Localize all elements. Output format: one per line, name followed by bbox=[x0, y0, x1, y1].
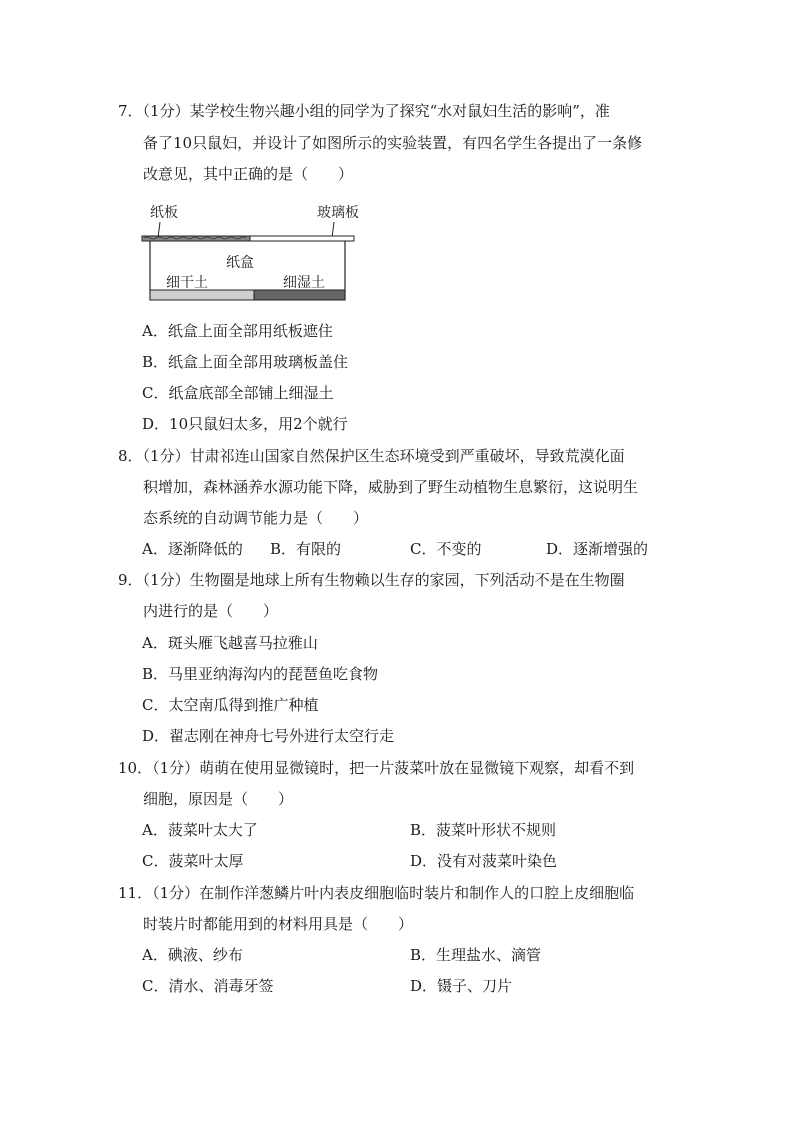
option-c: C．菠菜叶太厚 bbox=[142, 852, 244, 870]
option-d: D．10只鼠妇太多，用2个就行 bbox=[142, 415, 348, 433]
label-wet-soil: 细湿土 bbox=[283, 275, 325, 291]
question-text-line: 7．（1分）某学校生物兴趣小组的同学为了探究“水对鼠妇生活的影响”，准 bbox=[118, 102, 610, 120]
label-paper-box: 纸盒 bbox=[226, 255, 254, 271]
option-b: B．菠菜叶形状不规则 bbox=[410, 821, 557, 839]
option-a: A．逐渐降低的 bbox=[142, 540, 243, 558]
label-dry-soil: 细干土 bbox=[166, 275, 208, 291]
label-paper-board: 纸板 bbox=[150, 205, 178, 221]
option-b: B．马里亚纳海沟内的琵琶鱼吃食物 bbox=[142, 665, 379, 683]
question-text-line: 改意见，其中正确的是（ ） bbox=[143, 165, 354, 183]
question-text-line: 积增加，森林涵养水源功能下降，威胁到了野生动植物生息繁衍，这说明生 bbox=[143, 478, 639, 496]
question-text-line: 时装片时都能用到的材料用具是（ ） bbox=[143, 915, 414, 933]
option-d: D．翟志刚在神舟七号外进行太空行走 bbox=[142, 727, 395, 745]
option-c: C．不变的 bbox=[410, 540, 482, 558]
option-a: A．斑头雁飞越喜马拉雅山 bbox=[142, 634, 318, 652]
option-b: B．生理盐水、滴管 bbox=[410, 946, 542, 964]
option-c: C．清水、消毒牙签 bbox=[142, 977, 274, 995]
option-a: A．纸盒上面全部用纸板遮住 bbox=[142, 322, 333, 340]
option-d: D．没有对菠菜叶染色 bbox=[410, 852, 558, 870]
option-c: C．太空南瓜得到推广种植 bbox=[142, 696, 319, 714]
label-glass-board: 玻璃板 bbox=[317, 205, 359, 221]
question-text-line: 备了10只鼠妇，并设计了如图所示的实验装置，有四名学生各提出了一条修 bbox=[143, 134, 643, 152]
experiment-diagram bbox=[142, 200, 359, 304]
question-text-line: 8．（1分）甘肃祁连山国家自然保护区生态环境受到严重破坏，导致荒漠化面 bbox=[118, 447, 625, 465]
option-b: B．纸盒上面全部用玻璃板盖住 bbox=[142, 353, 349, 371]
option-d: D．逐渐增强的 bbox=[546, 540, 649, 558]
question-text-line: 态系统的自动调节能力是（ ） bbox=[143, 509, 369, 527]
option-a: A．菠菜叶太大了 bbox=[142, 821, 258, 839]
option-b: B．有限的 bbox=[270, 540, 342, 558]
question-text-line: 10．（1分）萌萌在使用显微镜时，把一片菠菜叶放在显微镜下观察，却看不到 bbox=[118, 759, 635, 777]
question-text-line: 细胞，原因是（ ） bbox=[143, 790, 294, 808]
option-c: C．纸盒底部全部铺上细湿土 bbox=[142, 384, 334, 402]
question-text-line: 内进行的是（ ） bbox=[143, 602, 279, 620]
glass-board bbox=[250, 236, 354, 241]
option-a: A．碘液、纱布 bbox=[142, 946, 243, 964]
option-d: D．镊子、刀片 bbox=[410, 977, 513, 995]
question-text-line: 11．（1分）在制作洋葱鳞片叶内表皮细胞临时装片和制作人的口腔上皮细胞临 bbox=[118, 884, 635, 902]
question-text-line: 9．（1分）生物圈是地球上所有生物赖以生存的家园，下列活动不是在生物圈 bbox=[118, 571, 625, 589]
